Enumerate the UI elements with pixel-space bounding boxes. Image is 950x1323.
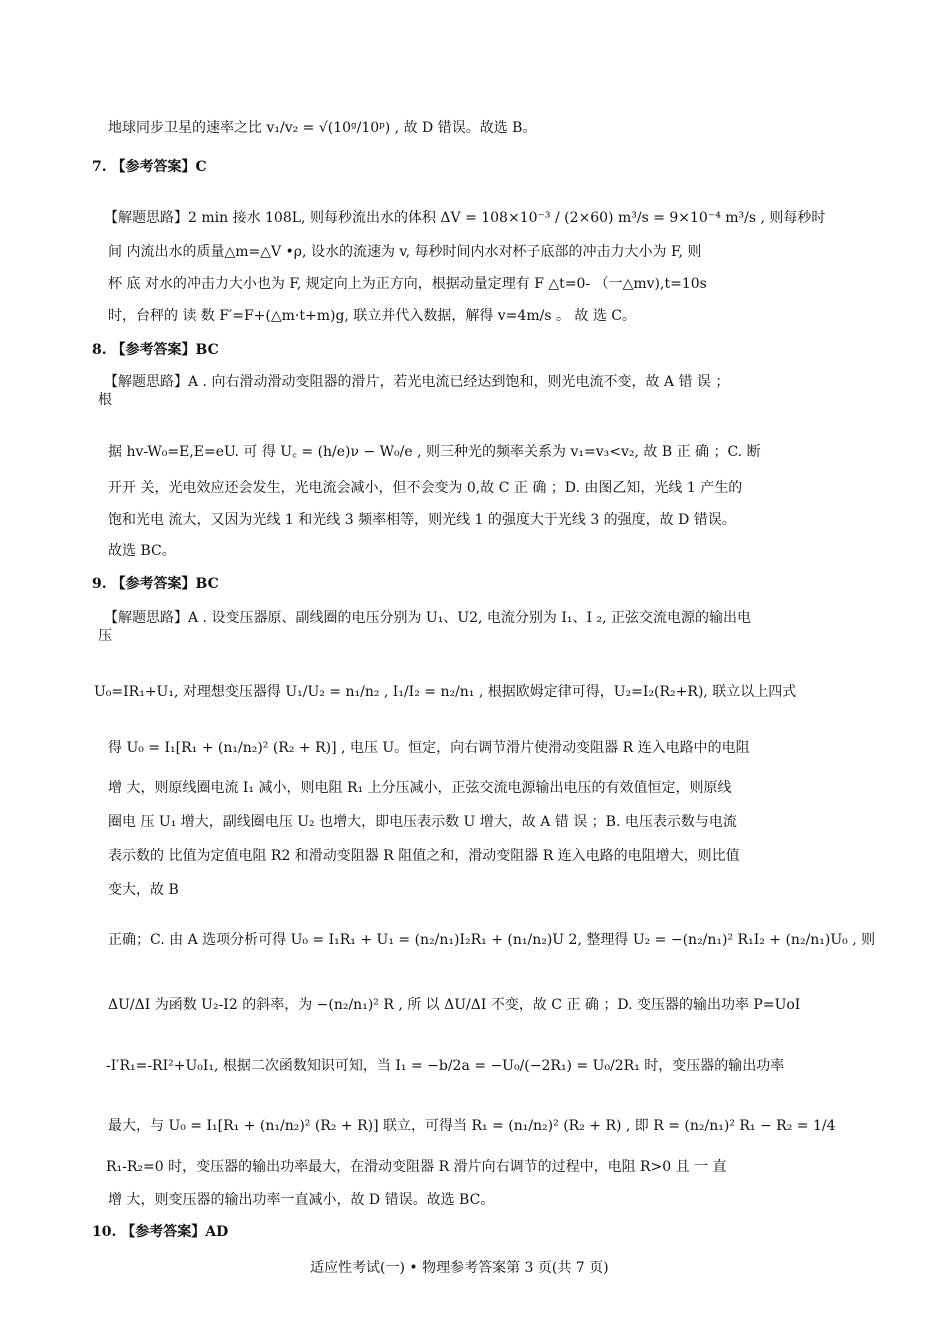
text-line: -I′R₁=-RI²+U₀I₁, 根据二次函数知识可知，当 I₁ = −b/2a = −U₀/(−2R₁) = U₀/2R₁ 时，变压器的输出功率 <box>106 1058 785 1074</box>
text-line: 压 <box>98 628 112 644</box>
text-line: 增 大，则原线圈电流 I₁ 减小，则电阻 R₁ 上分压减小，正弦交流电源输出电压的有效值恒定，则原线 <box>108 780 732 796</box>
text-line: 根 <box>98 392 112 408</box>
text-line: 最大，与 U₀ = I₁[R₁ + (n₁/n₂)² (R₂ + R)] 联立，可得当 R₁ = (n₁/n₂)² (R₂ + R) , 即 R = (n₂/n₁)² R₁ − R₂ = 1/4 <box>108 1118 836 1134</box>
text-line: 时，台秤的 读 数 F′=F+(△m·t+m)g, 联立并代入数据，解得 v=4m/s 。 故 选 C。 <box>108 308 637 324</box>
text-line: 杯 底 对水的冲击力大小也为 F, 规定向上为正方向，根据动量定理有 F △t=0- （一△mv),t=10s <box>108 276 707 292</box>
text-line: 正确；C. 由 A 选项分析可得 U₀ = I₁R₁ + U₁ = (n₂/n₁)I₂R₁ + (n₁/n₂)U 2, 整理得 U₂ = −(n₂/n₁)² R₁I₂ + (n₂/n₁)U₀ , 则 <box>108 932 876 948</box>
text-line: 间 内流出水的质量△m=△V •ρ, 设水的流速为 v, 每秒时间内水对杯子底部的冲击力大小为 F, 则 <box>108 244 702 260</box>
text-line: 【解题思路】A . 向右滑动滑动变阻器的滑片，若光电流已经达到饱和，则光电流不变，故 A 错 误 ； <box>104 374 730 390</box>
text-line: 表示数的 比值为定值电阻 R2 和滑动变阻器 R 阻值之和，滑动变阻器 R 连入电路的电阻增大，则比值 <box>108 848 740 864</box>
text-line: 据 hv-W₀=E,E=eU. 可 得 U꜀ = (h/e)ν − W₀/e , 则三种光的频率关系为 v₁=v₃<v₂, 故 B 正 确 ；C. 断 <box>108 444 761 460</box>
page-footer: 适应性考试(一) • 物理参考答案第 3 页(共 7 页) <box>310 1260 609 1276</box>
text-line: R₁-R₂=0 时，变压器的输出功率最大，在滑动变阻器 R 滑片向右调节的过程中，电阻 R>0 且 一 直 <box>106 1159 727 1175</box>
text-line: 圈电 压 U₁ 增大，副线圈电压 U₂ 也增大，即电压表示数 U 增大，故 A 错 误 ；B. 电压表示数与电流 <box>108 814 737 830</box>
text-line: 地球同步卫星的速率之比 v₁/v₂ = √(10ᵍ/10ᵖ) , 故 D 错误。故选 B。 <box>108 120 537 136</box>
answer-heading-9: 9. 【参考答案】BC <box>92 576 219 592</box>
text-line: ΔU/ΔI 为函数 U₂-I2 的斜率，为 −(n₂/n₁)² R , 所 以 ΔU/ΔI 不变，故 C 正 确 ；D. 变压器的输出功率 P=UoI <box>108 997 801 1013</box>
text-line: 开开 关，光电效应还会发生，光电流会减小，但不会变为 0,故 C 正 确 ；D. 由图乙知，光线 1 产生的 <box>108 480 743 496</box>
text-line: 变大，故 B <box>108 882 179 898</box>
text-line: 增 大，则变压器的输出功率一直减小，故 D 错误。故选 BC。 <box>108 1192 495 1208</box>
text-line: 故选 BC。 <box>108 543 176 559</box>
answer-heading-7: 7. 【参考答案】C <box>92 159 207 175</box>
answer-heading-10: 10. 【参考答案】AD <box>92 1224 229 1240</box>
text-line: 饱和光电 流大，又因为光线 1 和光线 3 频率相等，则光线 1 的强度大于光线 3 的强度，故 D 错误。 <box>108 512 736 528</box>
answer-heading-8: 8. 【参考答案】BC <box>92 342 219 358</box>
text-line: 得 U₀ = I₁[R₁ + (n₁/n₂)² (R₂ + R)] , 电压 U。恒定，向右调节滑片使滑动变阻器 R 连入电路中的电阻 <box>108 740 750 756</box>
text-line: 【解题思路】A . 设变压器原、副线圈的电压分别为 U₁、U2, 电流分别为 I₁、I ₂, 正弦交流电源的输出电 <box>104 610 752 626</box>
text-line: U₀=IR₁+U₁, 对理想变压器得 U₁/U₂ = n₁/n₂ , I₁/I₂ = n₂/n₁ , 根据欧姆定律可得，U₂=I₂(R₂+R), 联立以上四式 <box>94 684 797 700</box>
text-line: 【解题思路】2 min 接水 108L, 则每秒流出水的体积 ΔV = 108×10⁻³ / (2×60) m³/s = 9×10⁻⁴ m³/s , 则每秒时 <box>104 210 826 226</box>
